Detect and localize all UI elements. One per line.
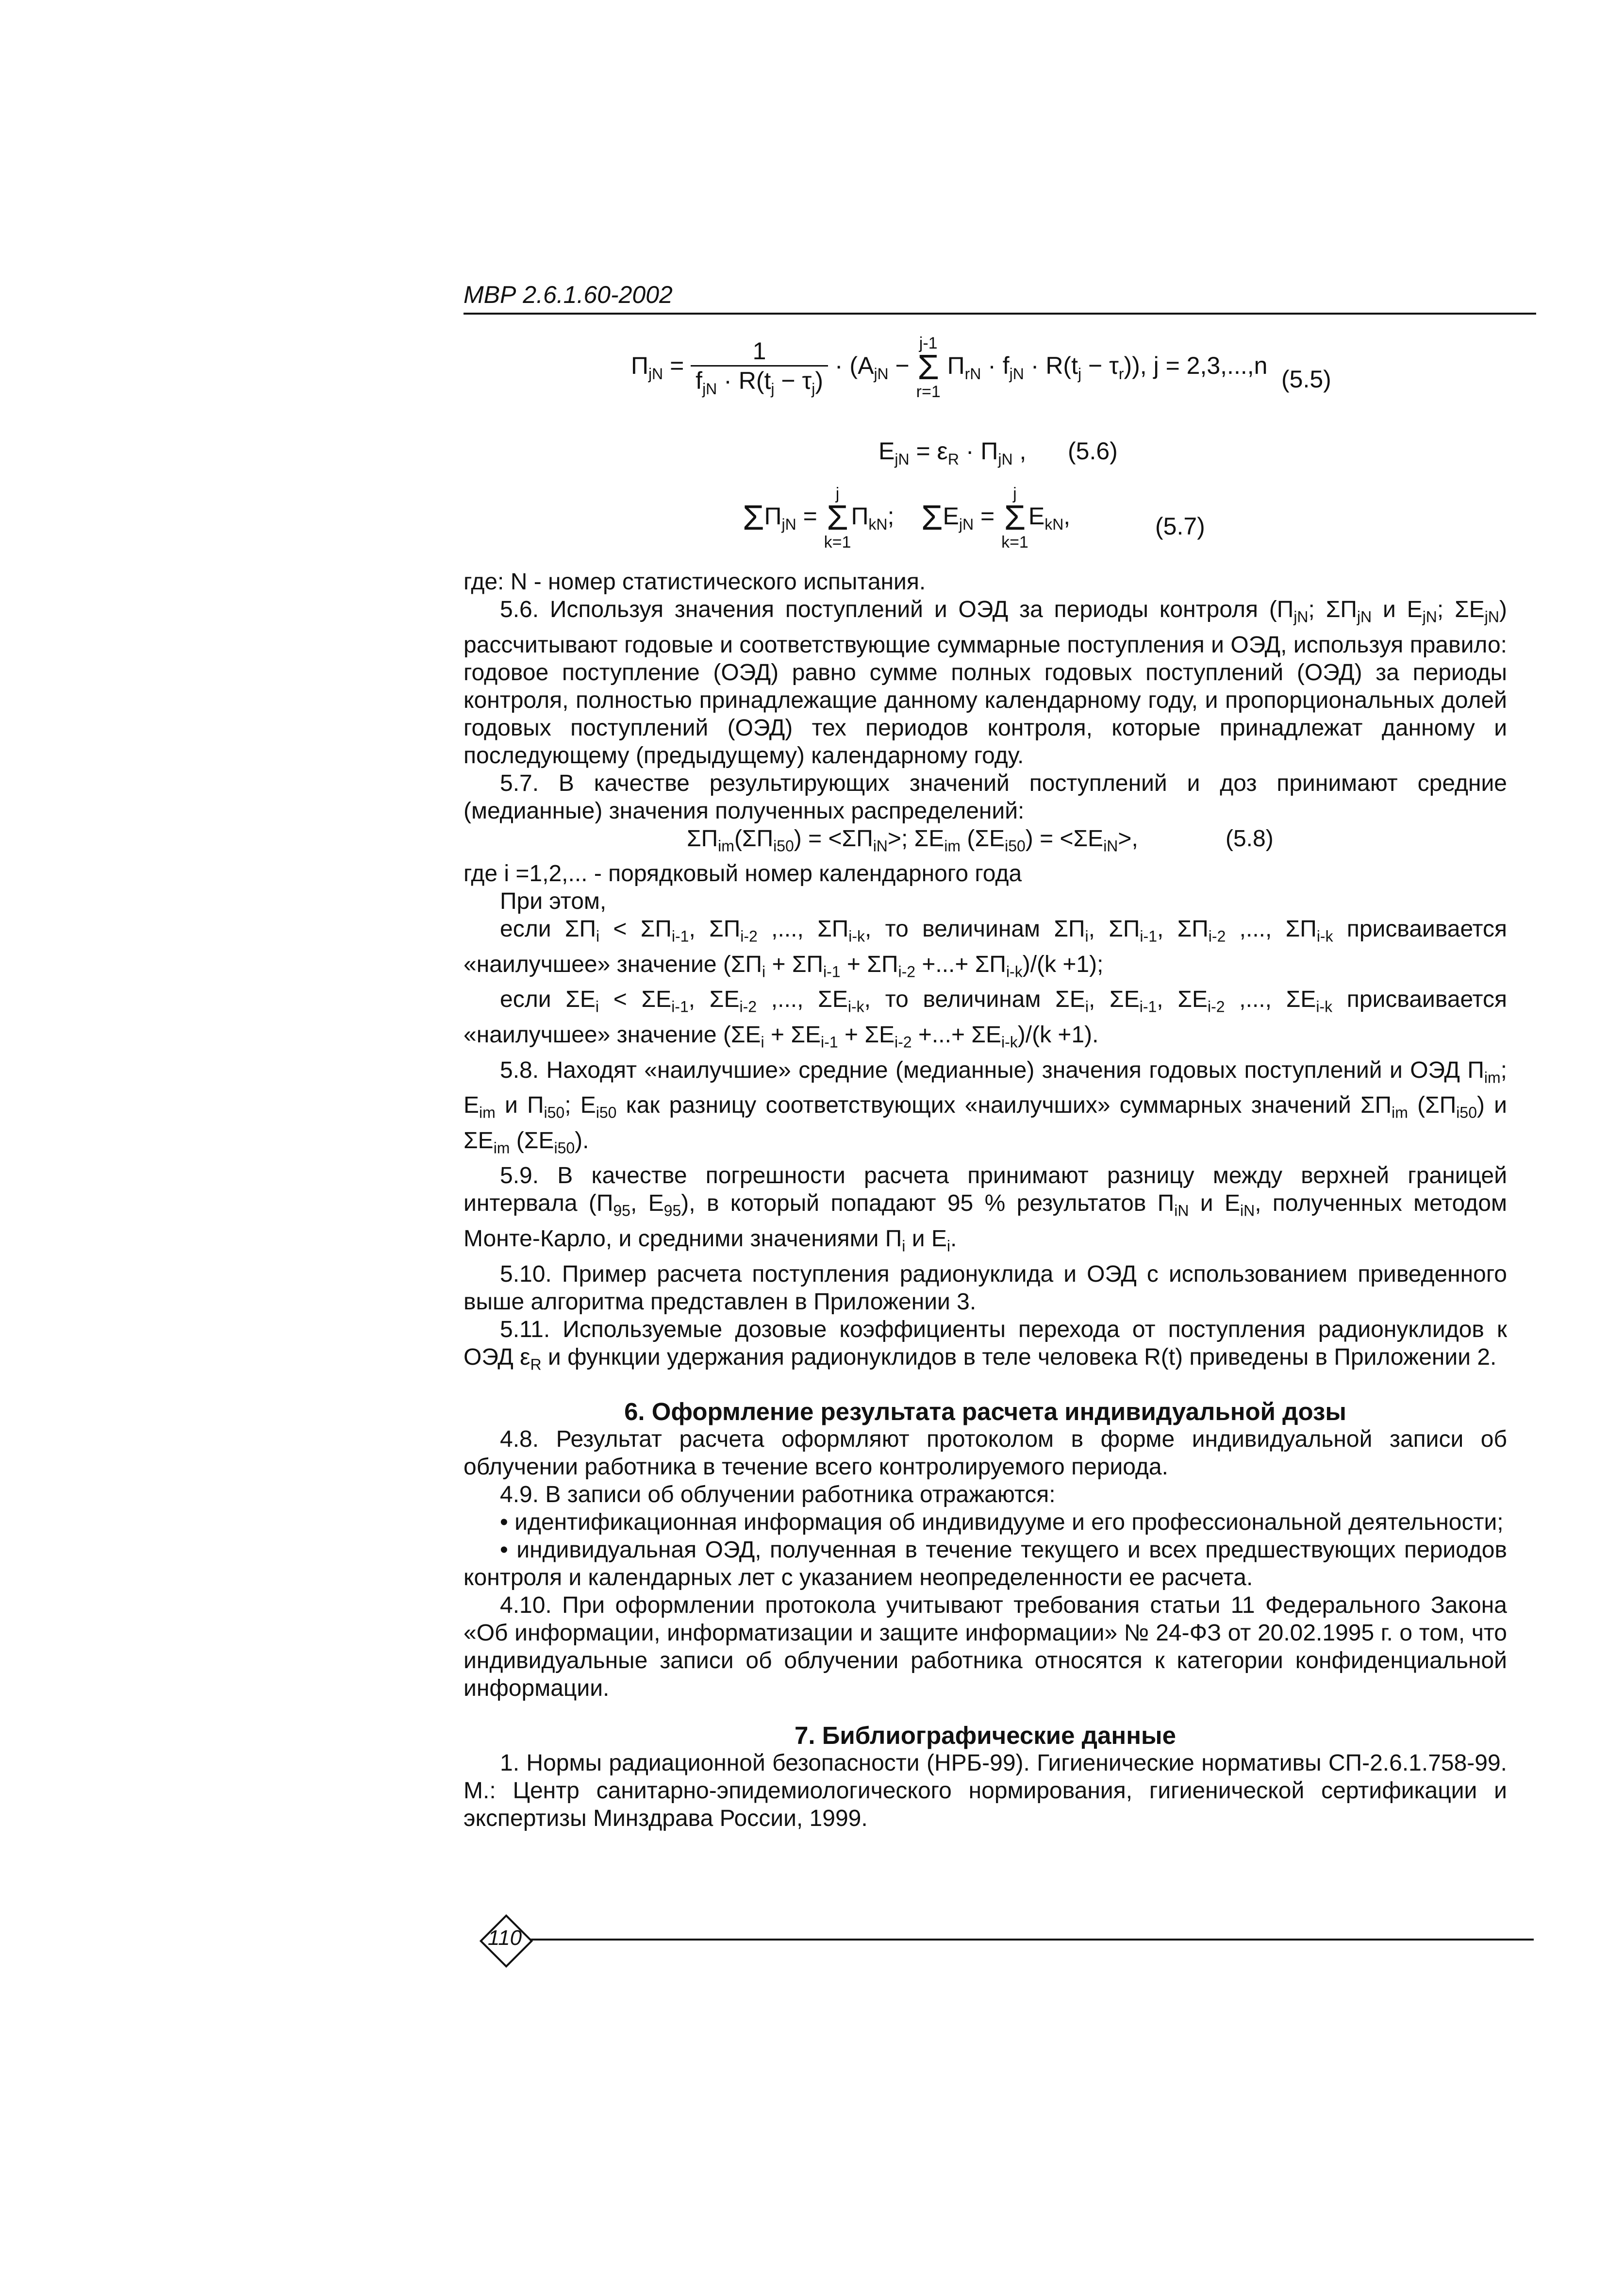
bullet-item: • индивидуальная ОЭД, полученная в течение текущего и всех предшествующих периодов контроля и календарных лет с указанием неопределенности ее расчета. xyxy=(464,1537,1507,1591)
paragraph-4-9: 4.9. В записи об облучении работника отражаются: xyxy=(500,1482,1056,1508)
formula-5-8: $\Sigma П_{im}(\Sigma П_{i50}) = <\Sigma П_{iN}>$; $\Sigma E_{im}$ $(\Sigma E_{i50}) = <\Sigma E_{iN}>$, (5.8) xyxy=(687,825,1274,855)
formula-number: (5.6) xyxy=(1068,437,1118,465)
bullet-item: • идентификационная информация об индивидууме и его профессиональной деятельности; xyxy=(500,1509,1504,1536)
page-header xyxy=(464,281,1536,315)
paragraph-5-9: 5.9. В качестве погрешности расчета принимают разницу между верхней границей интервала ($П_{95}$, $E_{95}$), в который попадают 95 % результатов $П_{iN}$ и $E_{iN}$, полученных методом Монте-Карло, и средними значениями $П_i$ и $E_i$. xyxy=(464,1163,1508,1255)
paragraph-if-1: если $\Sigma П_i < \Sigma П_{i-1}$, $\Sigma П_{i-2}$ ,..., $\Sigma П_{i-k}$, то величинам $\Sigma П_i$, $\Sigma П_{i-1}$, $\Sigma П_{i-2}$ ,..., $\Sigma П_{i-k}$ присваивается «наилучшее» значение ($\Sigma П_i + \Sigma П_{i-1} + \Sigma П_{i-2}$ +...+ $\Sigma П_{i-k})/(k +1)$; xyxy=(464,916,1508,981)
paragraph-5-11: 5.11. Используемые дозовые коэффициенты перехода от поступления радионуклидов к ОЭД $\varepsilon_R$ и функции удержания радионуклидов в теле человека R(t) приведены в Приложении 2. xyxy=(464,1316,1507,1373)
paragraph: где i =1,2,... - порядковый номер календарного года xyxy=(464,861,1022,887)
formula-5-6: $E_{jN} = \varepsilon_R \cdot П_{jN}$ , xyxy=(878,437,1027,468)
section-7-title: 7. Библиографические данные xyxy=(795,1722,1176,1750)
formula-5-7: Σ $П_{jN} = j$ Σ $k=1П_{kN}$; Σ $E_{jN} = j$ Σ $k=1E_{kN}$, xyxy=(743,485,1071,552)
body-text xyxy=(464,568,1507,1832)
paragraph-if-2: если $\Sigma E_i < \Sigma E_{i-1}$, $\Sigma E_{i-2}$ ,..., $\Sigma E_{i-k}$, то величинам $\Sigma E_i$, $\Sigma E_{i-1}$, $\Sigma E_{i-2}$ ,..., $\Sigma E_{i-k}$ присваивается «наилучшее» значение ($\Sigma E_i + \Sigma E_{i-1} + \Sigma E_{i-2}$ +...+ $\Sigma E_{i-k})/(k +1)$. xyxy=(464,987,1508,1051)
formula-number: (5.8) xyxy=(1226,825,1274,852)
page-number: 110 xyxy=(487,1926,522,1950)
paragraph-4-8: 4.8. Результат расчета оформляют протоколом в форме индивидуальной записи об облучении работника в течение всего контролируемого периода. xyxy=(464,1426,1507,1480)
paragraph-5-6: 5.6. Используя значения поступлений и ОЭД за периоды контроля ($П_{jN}$; $\Sigma П_{jN}$ и $E_{jN}$; $\Sigma E_{jN}$) рассчитывают годовые и соответствующие суммарные поступления и ОЭД, используя правило: годовое поступление (ОЭД) равно сумме полных годовых поступлений (ОЭД) за периоды контроля, полностью принадлежащие данному календарному году, и пропорциональных долей годовых поступлений (ОЭД) тех периодов контроля, которые принадлежат данному и последующему (предыдущему) календарному году. xyxy=(464,597,1507,769)
sum-symbol: j Σ k=1 xyxy=(824,485,851,552)
paragraph-5-8: 5.8. Находят «наилучшие» средние (медианные) значения годовых поступлений и ОЭД $П_{im}$; $E_{im}$ и $П_{i50}$; $E_{i50}$ как разницу соответствующих «наилучших» суммарных значений $\Sigma П_{im}$ $(\Sigma П_{i50})$ и $\Sigma E_{im}$ $(\Sigma E_{i50})$. xyxy=(464,1057,1507,1157)
fraction: $\frac{1}{f_{jN} \cdot R(t_j - \tau_j)}$ xyxy=(691,337,828,398)
paragraph-5-7: 5.7. В качестве результирующих значений поступлений и доз принимают средние (медианные) значения полученных распределений: xyxy=(464,770,1507,824)
formula-number: (5.5) xyxy=(1281,366,1331,393)
sum-symbol: j-1 Σ r=1 xyxy=(916,334,941,401)
paragraph-4-10: 4.10. При оформлении протокола учитывают требования статьи 11 Федерального Закона «Об информации, информатизации и защите информации» № 24-ФЗ от 20.02.1995 г. о том, что индивидуальные записи об облучении работника относятся к категории конфиденциальной информации. xyxy=(464,1592,1507,1702)
document-code: МВР 2.6.1.60-2002 xyxy=(464,281,673,308)
formula-number: (5.7) xyxy=(1155,513,1205,540)
sum-symbol: j Σ k=1 xyxy=(1001,485,1028,552)
paragraph-5-10: 5.10. Пример расчета поступления радионуклида и ОЭД с использованием приведенного выше алгоритма представлен в Приложении 3. xyxy=(464,1261,1507,1315)
section-6-title: 6. Оформление результата расчета индивидуальной дозы xyxy=(624,1398,1346,1426)
formula-5-5: $П_{jN}$ = $\frac{1}{f_{jN} \cdot R(t_j - \tau_j)}$ · ($A_{jN} - j-1$ Σ r=1 $П_{rN} \cdot f_{jN} \cdot R(t_j - \tau_r)$), j = 2,3,...,n xyxy=(631,334,1268,401)
reference-item: 1. Нормы радиационной безопасности (НРБ-99). Гигиенические нормативы СП-2.6.1.758-99. М.: Центр санитарно-эпидемиологического нормирования, гигиенической сертификации и экспертизы Минздрава России, 1999. xyxy=(464,1750,1507,1832)
page-number-badge xyxy=(481,1915,529,1964)
paragraph: При этом, xyxy=(500,888,607,915)
footer-rule xyxy=(527,1939,1534,1941)
paragraph: где: N - номер статистического испытания. xyxy=(464,569,926,595)
